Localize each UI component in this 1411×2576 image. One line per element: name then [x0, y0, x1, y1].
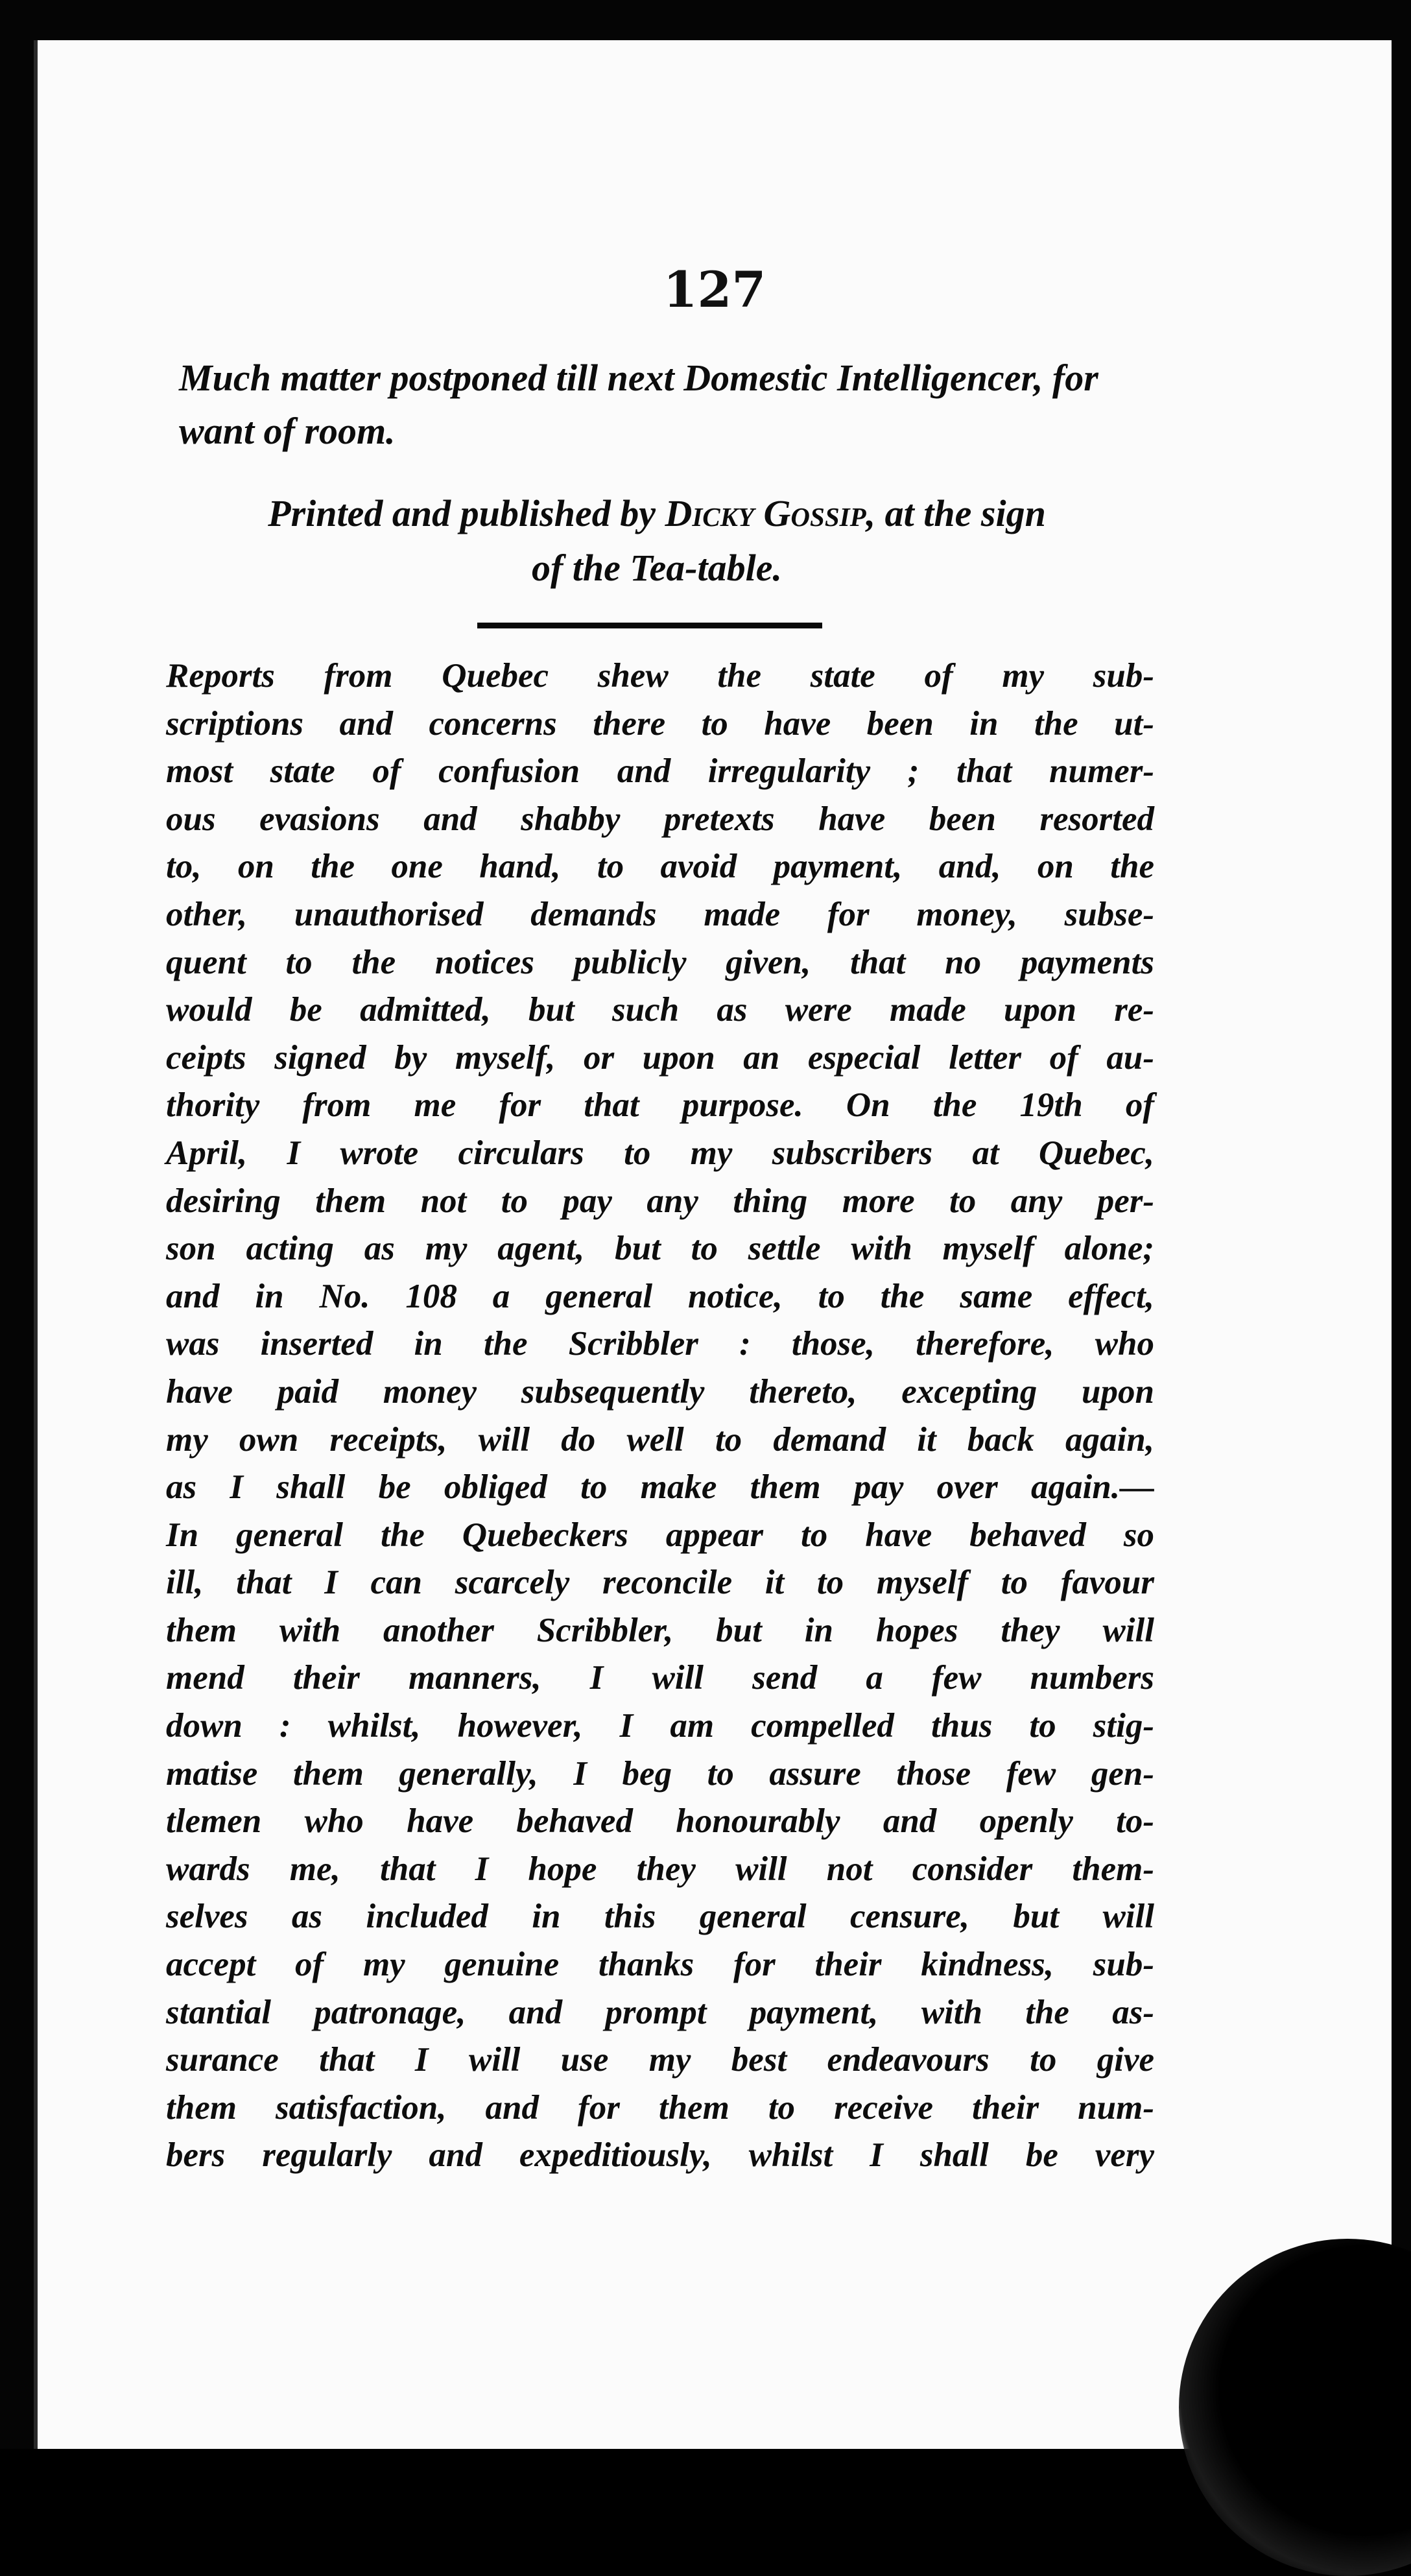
text-line: thority from me for that purpose. On the 19th of [166, 1086, 1154, 1125]
text-line: quent to the notices publicly given, that no payments [166, 943, 1154, 981]
text-line: as I shall be obliged to make them pay over again.— [166, 1468, 1154, 1507]
imprint-line-2: of the Tea-table. [531, 547, 783, 589]
imprint [161, 486, 1153, 595]
text-line: In general the Quebeckers appear to have behaved so [166, 1516, 1154, 1554]
scan-shadow [1179, 2239, 1411, 2576]
text-line: them with another Scribbler, but in hopes they will [166, 1611, 1154, 1649]
text-line: ous evasions and shabby pretexts have been resorted [166, 800, 1154, 838]
text-line: would be admitted, but such as were made upon re- [166, 991, 1154, 1029]
text-line: stantial patronage, and prompt payment, with the as- [166, 1993, 1154, 2031]
text-line: son acting as my agent, but to settle with myself alone; [166, 1230, 1154, 1268]
text-line: Reports from Quebec shew the state of my sub- [166, 657, 1154, 695]
text-line: desiring them not to pay any thing more to any per- [166, 1182, 1154, 1220]
text-line: down : whilst, however, I am compelled thus to stig- [166, 1707, 1154, 1745]
imprint-suffix: , at the sign [866, 492, 1046, 534]
text-line: ill, that I can scarcely reconcile it to myself to favour [166, 1564, 1154, 1602]
text-line: matise them generally, I beg to assure those few gen- [166, 1754, 1154, 1793]
text-line: to, on the one hand, to avoid payment, and, on the [166, 848, 1154, 886]
text-line: ceipts signed by myself, or upon an especial letter of au- [166, 1038, 1154, 1077]
publisher-name: Dicky Gossip [665, 492, 866, 534]
text-line: surance that I will use my best endeavours to give [166, 2041, 1154, 2079]
text-line: most state of confusion and irregularity ; that numer- [166, 752, 1154, 791]
text-line: accept of my genuine thanks for their kindness, sub- [166, 1946, 1154, 1984]
postponement-notice: Much matter postponed till next Domestic Intelligencer, for want of room. [179, 357, 1098, 452]
imprint-line-1 [161, 486, 1153, 541]
text-line: bers regularly and expeditiously, whilst I shall be very [166, 2136, 1154, 2175]
text-line: other, unauthorised demands made for money, subse- [166, 895, 1154, 933]
text-line: mend their manners, I will send a few numbers [166, 1659, 1154, 1697]
text-line: tlemen who have behaved honourably and openly to- [166, 1802, 1154, 1841]
text-line: was inserted in the Scribbler : those, therefore, who [166, 1325, 1154, 1363]
book-page [34, 40, 1392, 2449]
body-paragraph [166, 652, 1154, 2180]
text-line: scriptions and concerns there to have been in the ut- [166, 704, 1154, 743]
text-line: wards me, that I hope they will not consider them- [166, 1850, 1154, 1888]
text-line: April, I wrote circulars to my subscribers at Quebec, [166, 1134, 1154, 1172]
text-line: my own receipts, will do well to demand it back again, [166, 1420, 1154, 1459]
text-line: and in No. 108 a general notice, to the same effect, [166, 1277, 1154, 1315]
section-divider [477, 623, 822, 628]
text-line: selves as included in this general censure, but will [166, 1898, 1154, 1936]
imprint-prefix: Printed and published by [268, 492, 665, 534]
page-number: 127 [663, 261, 766, 318]
text-line: them satisfaction, and for them to receive their num- [166, 2088, 1154, 2127]
text-line: have paid money subsequently thereto, excepting upon [166, 1372, 1154, 1411]
